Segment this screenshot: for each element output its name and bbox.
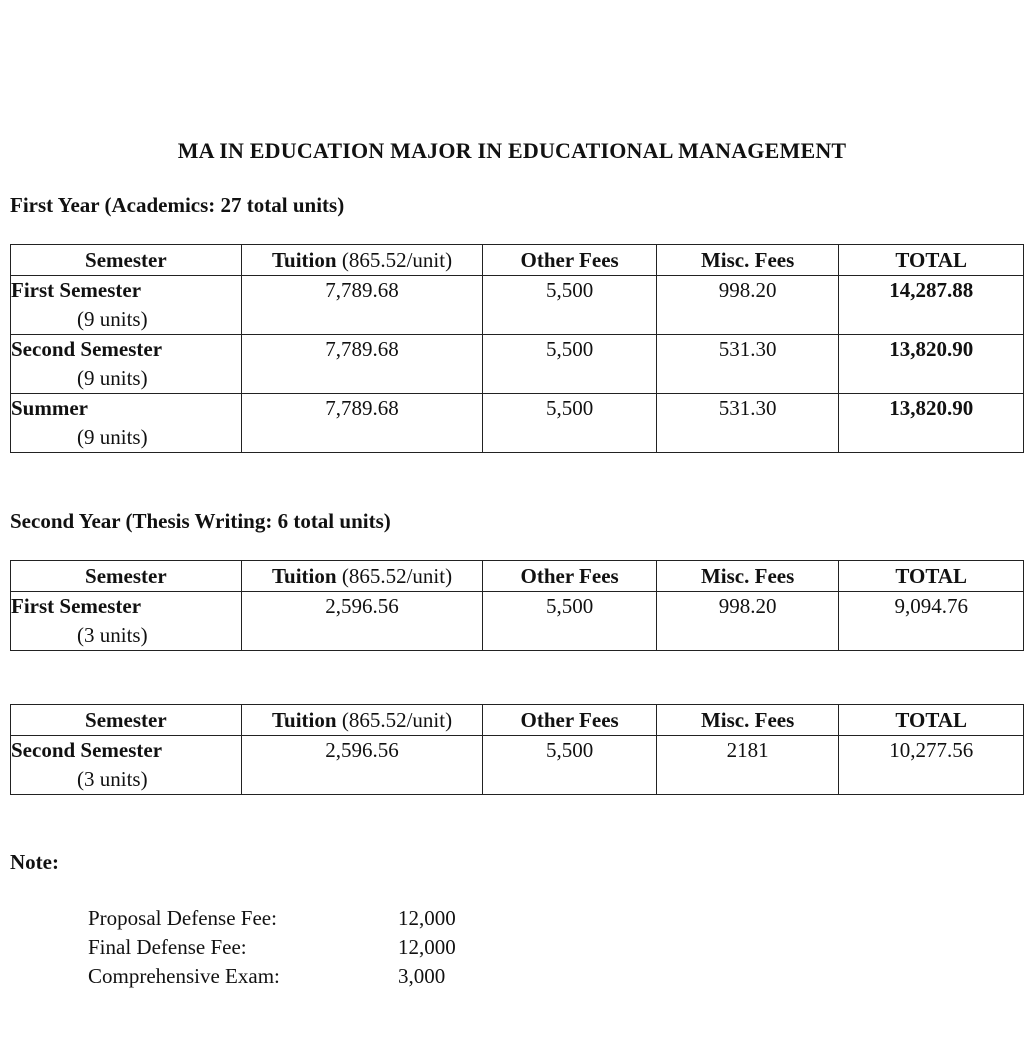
semester-cell — [11, 394, 242, 453]
note-item-label: Proposal Defense Fee: — [88, 906, 277, 930]
header-misc-fees: Misc. Fees — [656, 561, 839, 592]
header-tuition — [241, 561, 483, 592]
table-header-row — [11, 561, 1024, 592]
header-misc-fees: Misc. Fees — [656, 245, 839, 276]
tuition-cell: 7,789.68 — [241, 335, 483, 394]
header-tuition — [241, 705, 483, 736]
header-total: TOTAL — [839, 561, 1024, 592]
header-misc-fees: Misc. Fees — [656, 705, 839, 736]
semester-name: Summer — [11, 396, 88, 420]
misc-fees-cell: 2181 — [656, 736, 839, 795]
list-item — [88, 962, 456, 991]
table-row — [11, 276, 1024, 335]
semester-name: Second Semester — [11, 337, 163, 361]
note-list — [88, 904, 456, 991]
semester-name: First Semester — [11, 594, 142, 618]
total-cell: 9,094.76 — [839, 592, 1024, 651]
semester-name: Second Semester — [11, 738, 163, 762]
table-row — [11, 592, 1024, 651]
second-year-first-semester-table — [10, 560, 1024, 651]
other-fees-cell: 5,500 — [483, 276, 657, 335]
semester-units: (9 units) — [77, 425, 148, 449]
tuition-cell: 2,596.56 — [241, 736, 483, 795]
second-year-second-semester-table — [10, 704, 1024, 795]
other-fees-cell: 5,500 — [483, 736, 657, 795]
tuition-cell: 2,596.56 — [241, 592, 483, 651]
list-item — [88, 933, 456, 962]
total-cell: 13,820.90 — [839, 335, 1024, 394]
header-other-fees: Other Fees — [483, 561, 657, 592]
note-item-label: Final Defense Fee: — [88, 935, 247, 959]
misc-fees-cell: 531.30 — [656, 335, 839, 394]
header-total: TOTAL — [839, 705, 1024, 736]
semester-units: (3 units) — [77, 623, 148, 647]
header-other-fees: Other Fees — [483, 245, 657, 276]
header-semester: Semester — [11, 705, 242, 736]
note-item-label: Comprehensive Exam: — [88, 964, 280, 988]
other-fees-cell: 5,500 — [483, 394, 657, 453]
tuition-cell: 7,789.68 — [241, 276, 483, 335]
total-cell: 10,277.56 — [839, 736, 1024, 795]
first-year-heading: First Year (Academics: 27 total units) — [10, 193, 345, 217]
note-item-value: 12,000 — [398, 935, 456, 959]
list-item — [88, 904, 456, 933]
table-row — [11, 335, 1024, 394]
table-row — [11, 394, 1024, 453]
misc-fees-cell: 531.30 — [656, 394, 839, 453]
header-tuition-rate: (865.52/unit) — [341, 708, 453, 732]
semester-cell — [11, 736, 242, 795]
header-tuition-label: Tuition — [271, 564, 337, 588]
semester-units: (3 units) — [77, 767, 148, 791]
total-cell: 13,820.90 — [839, 394, 1024, 453]
header-semester: Semester — [11, 561, 242, 592]
note-label: Note: — [10, 850, 59, 874]
table-header-row — [11, 705, 1024, 736]
semester-units: (9 units) — [77, 366, 148, 390]
semester-name: First Semester — [11, 278, 142, 302]
total-cell: 14,287.88 — [839, 276, 1024, 335]
semester-cell — [11, 335, 242, 394]
semester-units: (9 units) — [77, 307, 148, 331]
header-tuition-label: Tuition — [271, 708, 337, 732]
header-total: TOTAL — [839, 245, 1024, 276]
misc-fees-cell: 998.20 — [656, 592, 839, 651]
semester-cell — [11, 592, 242, 651]
header-tuition-label: Tuition — [271, 248, 337, 272]
note-item-value: 12,000 — [398, 906, 456, 930]
second-year-heading: Second Year (Thesis Writing: 6 total units) — [10, 509, 391, 533]
other-fees-cell: 5,500 — [483, 592, 657, 651]
header-semester: Semester — [11, 245, 242, 276]
header-tuition — [241, 245, 483, 276]
document-title: MA IN EDUCATION MAJOR IN EDUCATIONAL MANAGEMENT — [177, 138, 847, 163]
misc-fees-cell: 998.20 — [656, 276, 839, 335]
tuition-cell: 7,789.68 — [241, 394, 483, 453]
other-fees-cell: 5,500 — [483, 335, 657, 394]
first-year-table — [10, 244, 1024, 453]
note-item-value: 3,000 — [398, 964, 446, 988]
header-other-fees: Other Fees — [483, 705, 657, 736]
semester-cell — [11, 276, 242, 335]
header-tuition-rate: (865.52/unit) — [341, 564, 453, 588]
table-header-row — [11, 245, 1024, 276]
table-row — [11, 736, 1024, 795]
header-tuition-rate: (865.52/unit) — [341, 248, 453, 272]
